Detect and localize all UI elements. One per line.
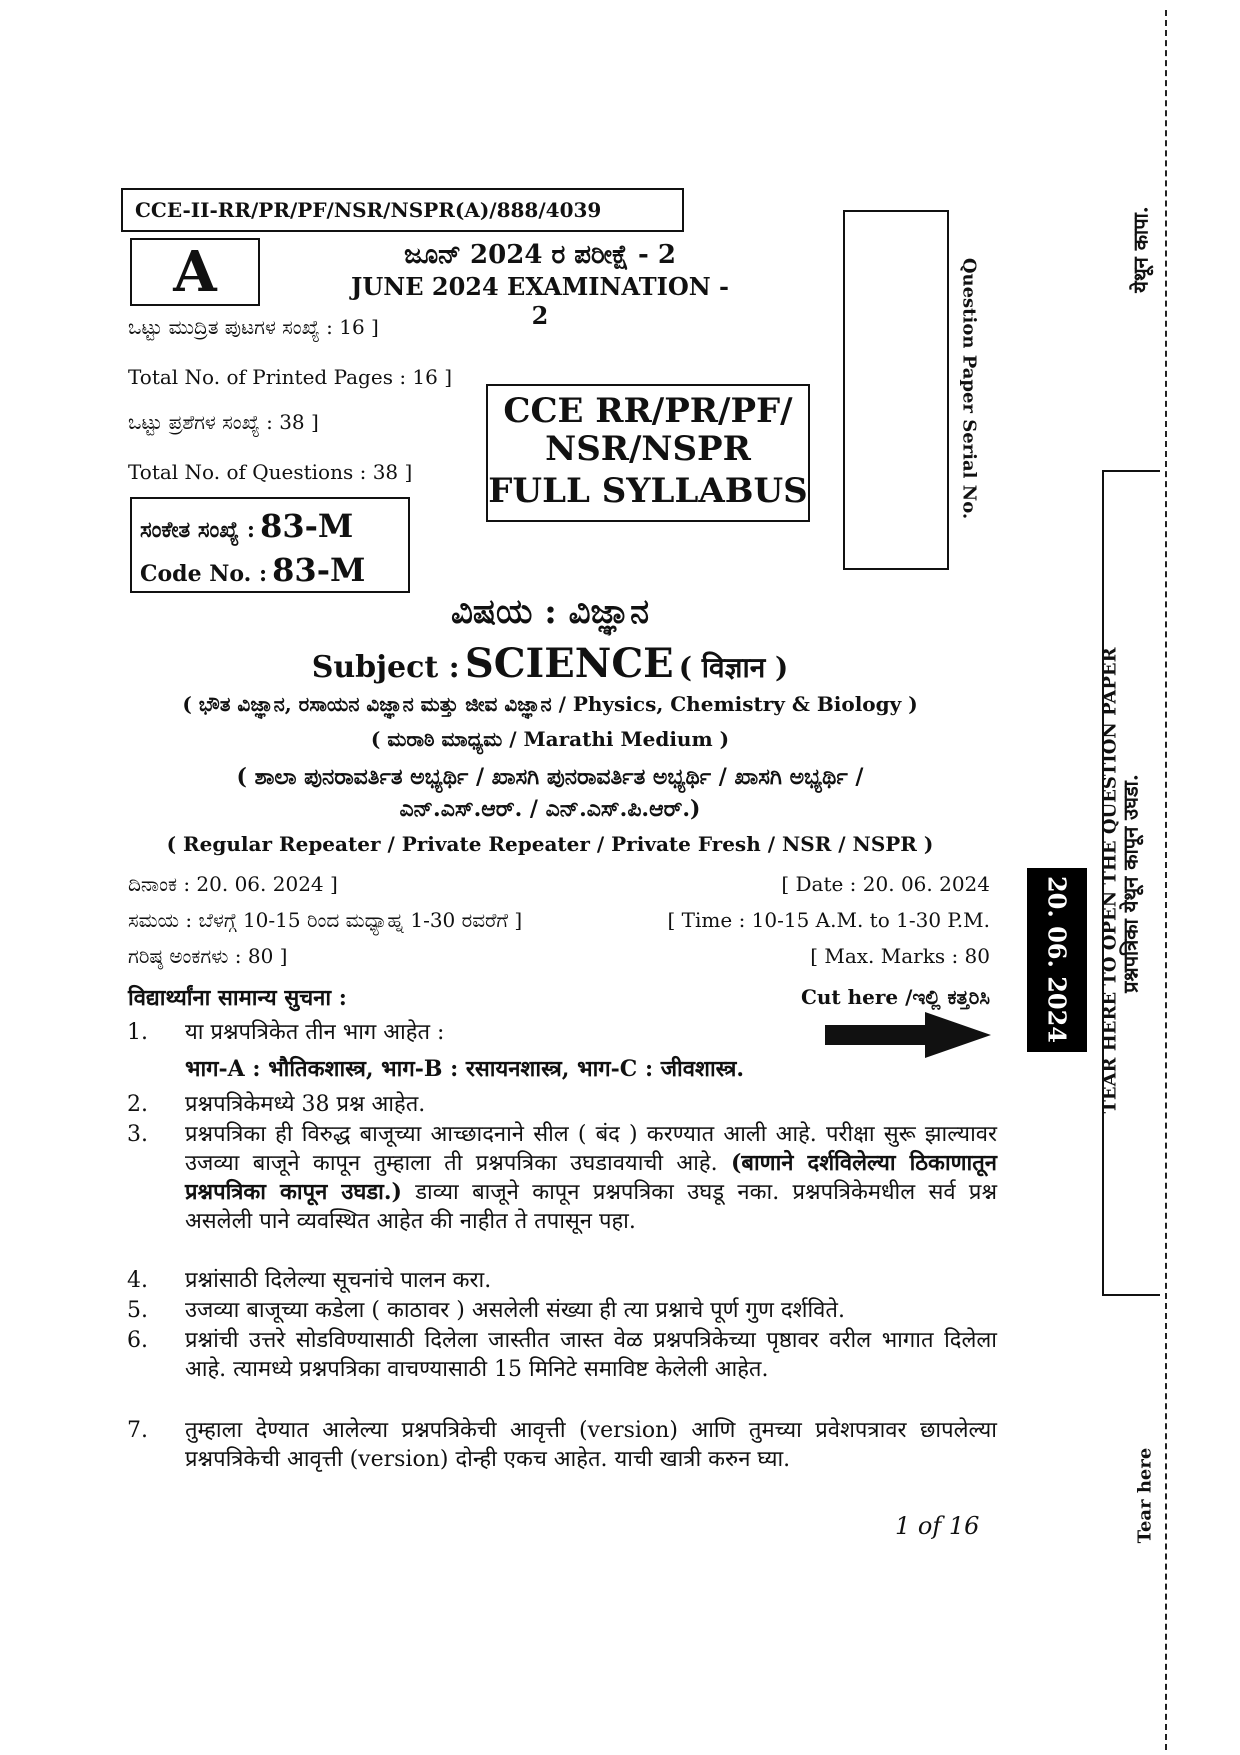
questions-kn: ಒಟ್ಟು ಪ್ರಶೆಗಳ ಸಂಖ್ಯೆ : 38 ] [128,410,319,434]
date-kn: ದಿನಾಂಕ : 20. 06. 2024 ] [128,872,338,896]
instruction-number-5: 5. [127,1298,148,1323]
exam-title-kn: ಜೂನ್ 2024 ರ ಪರೀಕ್ಷೆ - 2 [404,240,676,270]
instruction-number-1: 1. [127,1020,148,1045]
tear-here-bottom: Tear here [1134,1447,1156,1544]
version-box [130,238,260,306]
questions-en: Total No. of Questions : 38 ] [128,460,413,484]
instruction-3-text: प्रश्नपत्रिका ही विरुद्ध बाजूच्या आच्छादनाने सील ( बंद ) करण्यात आली आहे. परीक्षा सुरू झाल्यावर उजव्या बाजूने कापून तुम्हाला ती प्रश्नपत्रिका उघडावयाची आहे. [185,1122,997,1176]
subject-en-suffix: ( विज्ञान ) [678,651,789,684]
instruction-6: प्रश्नांची उत्तरे सोडविण्यासाठी दिलेला जास्तीत जास्त वेळ प्रश्नपत्रिकेच्या पृष्ठावर वरील भागात दिलेला आहे. त्यामध्ये प्रश्नपत्रिका वाचण्यासाठी 15 मिनिटे समाविष्ट केलेली आहेत. [185,1328,997,1382]
tear-here-en: TEAR HERE TO OPEN THE QUESTION PAPER [1099,647,1121,1114]
instruction-3-rest: डाव्या बाजूने कापून प्रश्नपत्रिका उघडू नका. प्रश्नपत्रिकेमधील सर्व प्रश्न असलेली पाने व्यवस्थित आहेत की नाहीत ते तपासून पहा. [185,1180,998,1234]
code-box [130,497,410,593]
instruction-3-bold: (बाणाने दर्शविलेल्या ठिकाणातून प्रश्नपत्रिका कापून उघडा.) [185,1150,998,1205]
marks-kn: ಗರಿಷ್ಠ ಅಂಕಗಳು : 80 ] [128,944,288,968]
instruction-number-3: 3. [127,1122,148,1147]
subject-en-prefix: Subject : [311,650,460,685]
pages-en: Total No. of Printed Pages : 16 ] [128,365,453,389]
instruction-2: प्रश्नपत्रिकेमध्ये 38 प्रश्न आहेत. [185,1092,426,1117]
instruction-3 [185,1120,997,1236]
candidates-en: ( Regular Repeater / Private Repeater / Private Fresh / NSR / NSPR ) [166,832,934,856]
instruction-number-7: 7. [127,1418,148,1443]
subject-streams: ( ಭೌತ ವಿಜ್ಞಾನ, ರಸಾಯನ ವಿಜ್ಞಾನ ಮತ್ತು ಜೀವ ವಿಜ್ಞಾನ / Physics, Chemistry & Biology ) [182,692,918,716]
syllabus-box [486,384,810,522]
instruction-7: तुम्हाला देण्यात आलेल्या प्रश्नपत्रिकेची आवृत्ती (version) आणि तुमच्या प्रवेशपत्रावर छापलेल्या प्रश्नपत्रिकेची आवृत्ती (version) दोन्ही एकच आहेत. याची खात्री करुन घ्या. [185,1418,997,1472]
subject-line [200,640,900,687]
cut-mr-top: येथून कापा. [1128,206,1153,293]
instruction-1: या प्रश्नपत्रिकेत तीन भाग आहेत : [185,1020,445,1045]
syllabus-line-3: FULL SYLLABUS [488,471,808,511]
instruction-1-parts: भाग-A : भौतिकशास्त्र, भाग-B : रसायनशास्त्र, भाग-C : जीवशास्त्र. [185,1056,745,1082]
cut-here-label: Cut here /ಇಲ್ಲಿ ಕತ್ತರಿಸಿ [800,985,990,1009]
instruction-5: उजव्या बाजूच्या कडेला ( काठावर ) असलेली संख्या ही त्या प्रश्नाचे पूर्ण गुण दर्शविते. [185,1298,845,1323]
candidates-kn-2: ಎನ್.ಎಸ್.ಆರ್. / ಎನ್.ಎಸ್.ಪಿ.ಆರ್.) [399,796,701,822]
paper-code: CCE-II-RR/PR/PF/NSR/NSPR(A)/888/4039 [135,198,602,222]
serial-number-box [843,210,949,570]
instruction-number-4: 4. [127,1268,148,1293]
instructions-heading: विद्यार्थ्यांना सामान्य सुचना : [128,985,347,1011]
instruction-number-2: 2. [127,1092,148,1117]
serial-number-label: Question Paper Serial No. [958,257,980,520]
subject-en-main: SCIENCE [464,640,674,687]
version-letter: A [173,239,217,305]
code-kn-value: 83-M [260,507,354,545]
page-number: 1 of 16 [895,1512,980,1540]
code-en-label: Code No. : [140,561,268,587]
date-badge-text: 20. 06. 2024 [1042,875,1072,1043]
tear-here-mr: प्रश्नपत्रिका येथून कापून उघडा. [1118,774,1143,993]
instruction-4: प्रश्नांसाठी दिलेल्या सूचनांचे पालन करा. [185,1268,492,1293]
syllabus-line-1: CCE RR/PR/PF/ [503,391,793,431]
time-en: [ Time : 10-15 A.M. to 1-30 P.M. [667,908,990,932]
pages-kn: ಒಟ್ಟು ಮುದ್ರಿತ ಪುಟಗಳ ಸಂಖ್ಯೆ : 16 ] [128,315,379,339]
candidates-kn-1: ( ಶಾಲಾ ಪುನರಾವರ್ತಿತ ಅಭ್ಯರ್ಥಿ / ಖಾಸಗಿ ಪುನರಾವರ್ತಿತ ಅಭ್ಯರ್ಥಿ / ಖಾಸಗಿ ಅಭ್ಯರ್ಥಿ / [236,764,864,790]
time-kn: ಸಮಯ : ಬೆಳಗ್ಗೆ 10-15 ರಿಂದ ಮಧ್ಯಾಹ್ನ 1-30 ರವರೆಗೆ ] [128,908,523,932]
paper-code-box [121,188,684,232]
syllabus-line-2: NSR/NSPR [545,429,751,469]
subject-medium: ( ಮರಾಠಿ ಮಾಧ್ಯಮ / Marathi Medium ) [370,727,730,751]
subject-kn: ವಿಷಯ : ವಿಜ್ಞಾನ [450,592,650,632]
code-kn-label: ಸಂಕೇತ ಸಂಖ್ಯೆ : [140,517,256,543]
marks-en: [ Max. Marks : 80 [810,944,990,968]
code-en-value: 83-M [272,551,366,589]
date-en: [ Date : 20. 06. 2024 [781,872,990,896]
tear-dashed-line [1165,10,1167,1750]
instruction-number-6: 6. [127,1328,148,1353]
exam-title-en: JUNE 2024 EXAMINATION - 2 [351,272,729,330]
